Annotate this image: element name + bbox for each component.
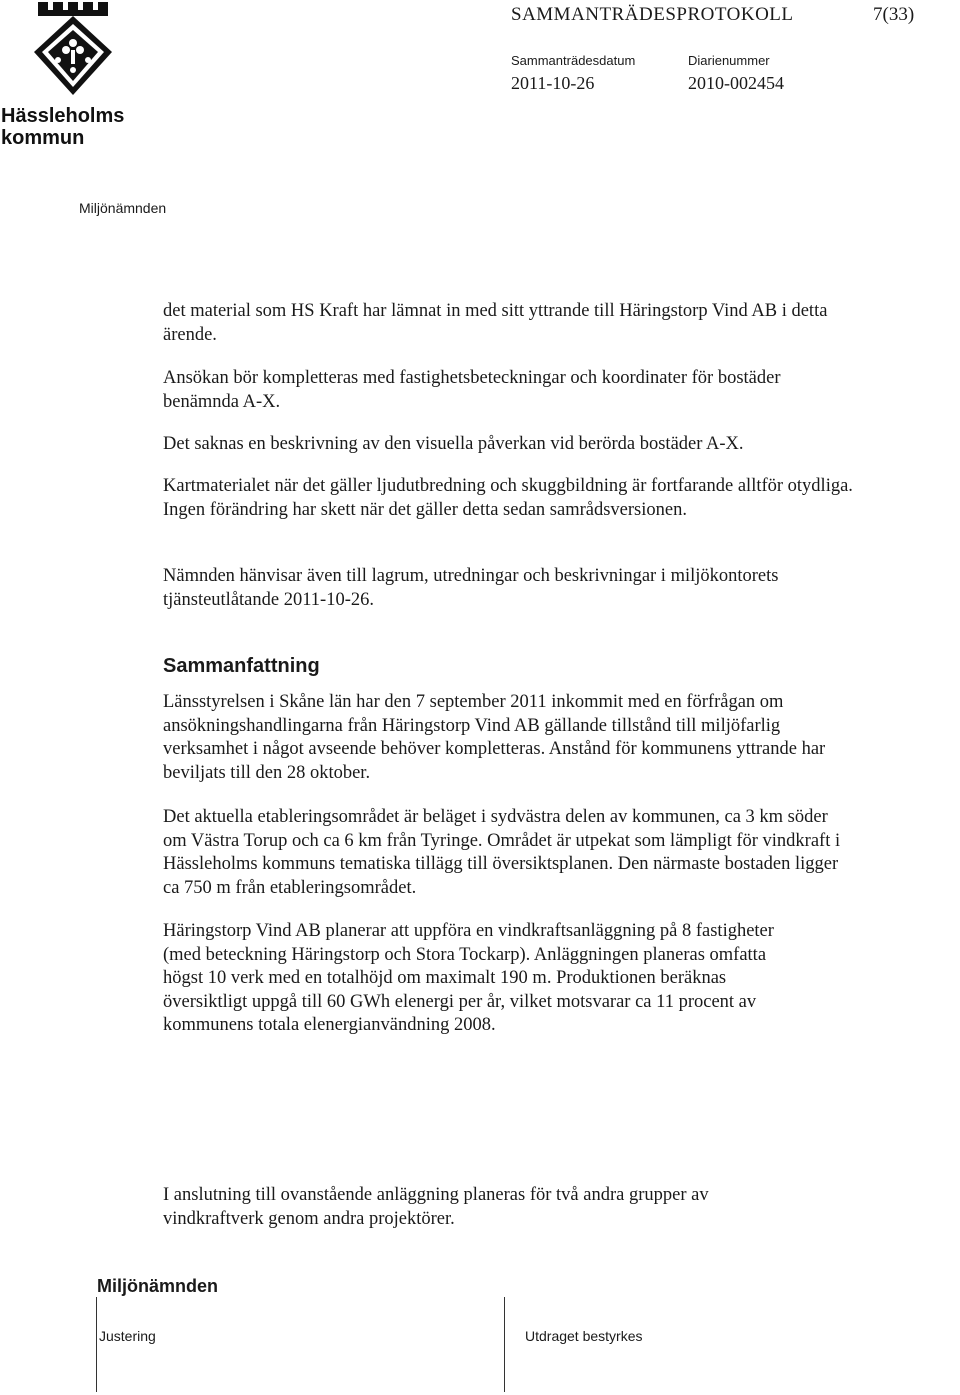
meeting-date: 2011-10-26	[511, 73, 595, 93]
paragraph: Länsstyrelsen i Skåne län har den 7 september 2011 inkommit med en förfrågan om ansökningshandlingarna från Häringstorp Vind AB gällande tillstånd till miljöfarlig verksamhet i något avseende behöver kompletteras. Anstånd för kommunens yttrande har beviljats till den 28 oktober.	[163, 692, 826, 783]
paragraph: Häringstorp Vind AB planerar att uppföra en vindkraftsanläggning på 8 fastigheter (med beteckning Häringstorp och Stora Tockarp). Anläggningen planeras omfatta högst 10 verk med en totalhöjd om maximalt 190 m. Produktionen beräknas översiktligt uppgå till 60 GWh elenergi per år, vilket motsvarar ca 11 procent av kommunens totala elenergianvändning 2008.	[163, 921, 774, 1035]
paragraph: det material som HS Kraft har lämnat in med sitt yttrande till Häringstorp Vind AB i detta ärende.	[163, 301, 828, 345]
page-number: 7(33)	[873, 4, 915, 25]
reg-number-label: Diarienummer	[688, 53, 770, 68]
organization-logo-text: Hässleholms kommun	[1, 105, 125, 149]
paragraph: Det saknas en beskrivning av den visuella påverkan vid berörda bostäder A-X.	[163, 434, 744, 454]
document-type: SAMMANTRÄDESPROTOKOLL	[511, 4, 794, 25]
footer-divider	[504, 1297, 505, 1392]
paragraph: Kartmaterialet när det gäller ljudutbredning och skuggbildning är fortfarande alltför otydliga. Ingen förändring har skett när det gäller detta sedan samrådsversionen.	[163, 476, 853, 520]
paragraph: Det aktuella etableringsområdet är beläget i sydvästra delen av kommunen, ca 3 km söder om Västra Torup och ca 6 km från Tyringe. Området är utpekat som lämpligt för vindkraft i Hässleholms kommuns tematiska tillägg till översiktsplanen. Den närmaste bostaden ligger ca 750 m från etableringsområdet.	[163, 807, 841, 898]
footer-board-name: Miljönämnden	[97, 1276, 218, 1296]
meeting-date-label: Sammanträdesdatum	[511, 53, 636, 68]
reg-number: 2010-002454	[688, 73, 784, 93]
footer-divider	[96, 1297, 97, 1392]
extract-certified-label: Utdraget bestyrkes	[525, 1328, 643, 1344]
paragraph: I anslutning till ovanstående anläggning planeras för två andra grupper av vindkraftverk genom andra projektörer.	[163, 1185, 709, 1229]
section-heading: Sammanfattning	[163, 655, 320, 677]
paragraph: Nämnden hänvisar även till lagrum, utredningar och beskrivningar i miljökontorets tjänsteutlåtande 2011-10-26.	[163, 566, 779, 610]
board-name-header: Miljönämnden	[79, 200, 167, 216]
paragraph: Ansökan bör kompletteras med fastighetsbeteckningar och koordinater för bostäder benämnda A-X.	[163, 368, 781, 412]
justering-label: Justering	[99, 1328, 156, 1344]
